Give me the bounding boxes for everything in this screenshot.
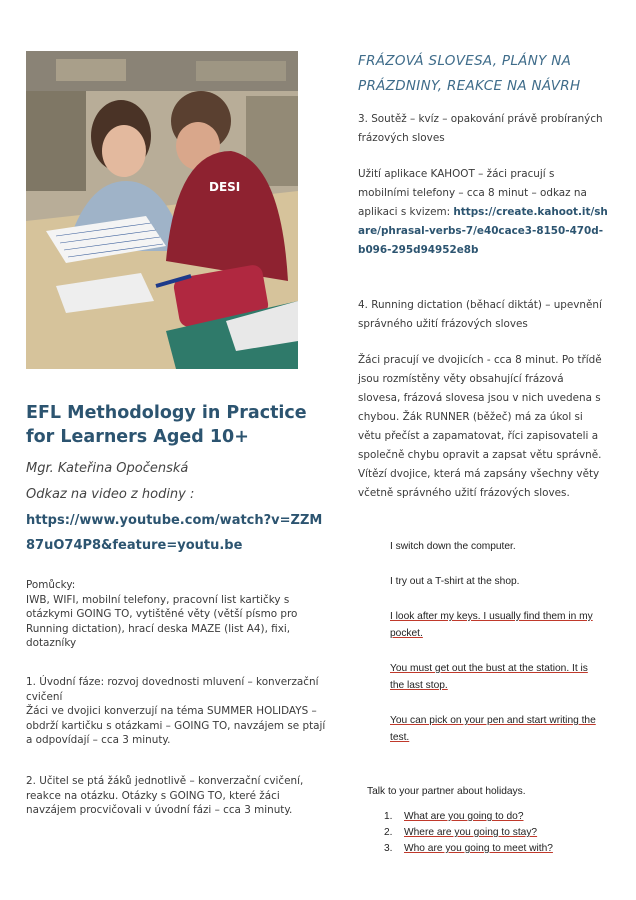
sentence-2: I try out a T-shirt at the shop. bbox=[390, 576, 520, 587]
quiz-paragraph: 3. Soutěž – kvíz – opakování právě probíraných frázových sloves bbox=[358, 113, 603, 144]
question-text: What are you going to do? bbox=[404, 811, 524, 822]
running-dictation-paragraph: 4. Running dictation (běhací diktát) – upevnění správného užití frázových sloves bbox=[358, 299, 602, 330]
document-title: EFL Methodology in Practice for Learners Aged 10+ bbox=[26, 403, 307, 447]
question-list bbox=[384, 809, 553, 857]
question-text: Where are you going to stay? bbox=[404, 827, 538, 838]
svg-text:DESI: DESI bbox=[209, 180, 241, 194]
kahoot-paragraph bbox=[358, 165, 608, 260]
question-number: 2. bbox=[384, 827, 393, 838]
list-item bbox=[384, 809, 553, 825]
pairs-paragraph: Žáci pracují ve dvojicích - cca 8 minut. Po třídě jsou rozmístěny věty obsahující frázová slovesa, frázová slovesa jsou v nich uvedena s chybou. Žák RUNNER (běžeč) má za úkol si větu přečíst a zapamatovat, říci zapisovateli a společně chybu opravit a zapsat větu správně. Vítězí dvojice, která má zapsány všechny věty včetně správného užití frázových sloves. bbox=[358, 354, 602, 499]
sentence-1: I switch down the computer. bbox=[390, 541, 516, 552]
teacher-questions-paragraph: 2. Učitel se ptá žáků jednotlivě – konverzační cvičení, reakce na otázku. Otázky s GOING TO, které žáci navzájem procvičovali v úvodní fázi – cca 3 minuty. bbox=[26, 775, 304, 816]
intro-phase-paragraph: 1. Úvodní fáze: rozvoj dovednosti mluvení – konverzační cvičení Žáci ve dvojici konverzují na téma SUMMER HOLIDAYS – obdrží kartičku s otázkami – GOING TO, navzájem se ptají a odpovídají – cca 3 minuty. bbox=[26, 676, 326, 746]
sentence-3: I look after my keys. I usually find them in my pocket. bbox=[390, 611, 593, 639]
classroom-photo-illustration bbox=[26, 51, 298, 369]
kahoot-text: Užití aplikace KAHOOT – žáci pracují s mobilními telefony – cca 8 minut – odkaz na aplikaci s kvizem: bbox=[358, 168, 587, 218]
sentence-5: You can pick on your pen and start writing the test. bbox=[390, 715, 596, 743]
sentence-4: You must get out the bust at the station. It is the last stop. bbox=[390, 663, 588, 691]
list-item bbox=[384, 841, 553, 857]
classroom-photo bbox=[26, 51, 298, 369]
materials-paragraph: Pomůcky: IWB, WIFI, mobilní telefony, pracovní list kartičky s otázkymi GOING TO, vytištěné věty (větší písmo pro Running dictation), hrací deska MAZE (list A4), fixi, dotazníky bbox=[26, 579, 298, 649]
video-link-label: Odkaz na video z hodiny : bbox=[26, 487, 195, 502]
kahoot-link[interactable]: https://create.kahoot.it/share/phrasal-verbs-7/e40cace3-8150-470d-b096-295d94952e8b bbox=[358, 206, 608, 256]
section-heading: FRÁZOVÁ SLOVESA, PLÁNY NA PRÁZDNINY, REAKCE NA NÁVRH bbox=[358, 53, 581, 94]
question-number: 3. bbox=[384, 843, 393, 854]
author-name: Mgr. Kateřina Opočenská bbox=[26, 461, 189, 476]
question-text: Who are you going to meet with? bbox=[404, 843, 553, 854]
list-item bbox=[384, 825, 553, 841]
talk-heading: Talk to your partner about holidays. bbox=[367, 786, 526, 797]
video-link[interactable]: https://www.youtube.com/watch?v=ZZM87uO74P8&feature=youtu.be bbox=[26, 513, 323, 553]
question-number: 1. bbox=[384, 811, 393, 822]
